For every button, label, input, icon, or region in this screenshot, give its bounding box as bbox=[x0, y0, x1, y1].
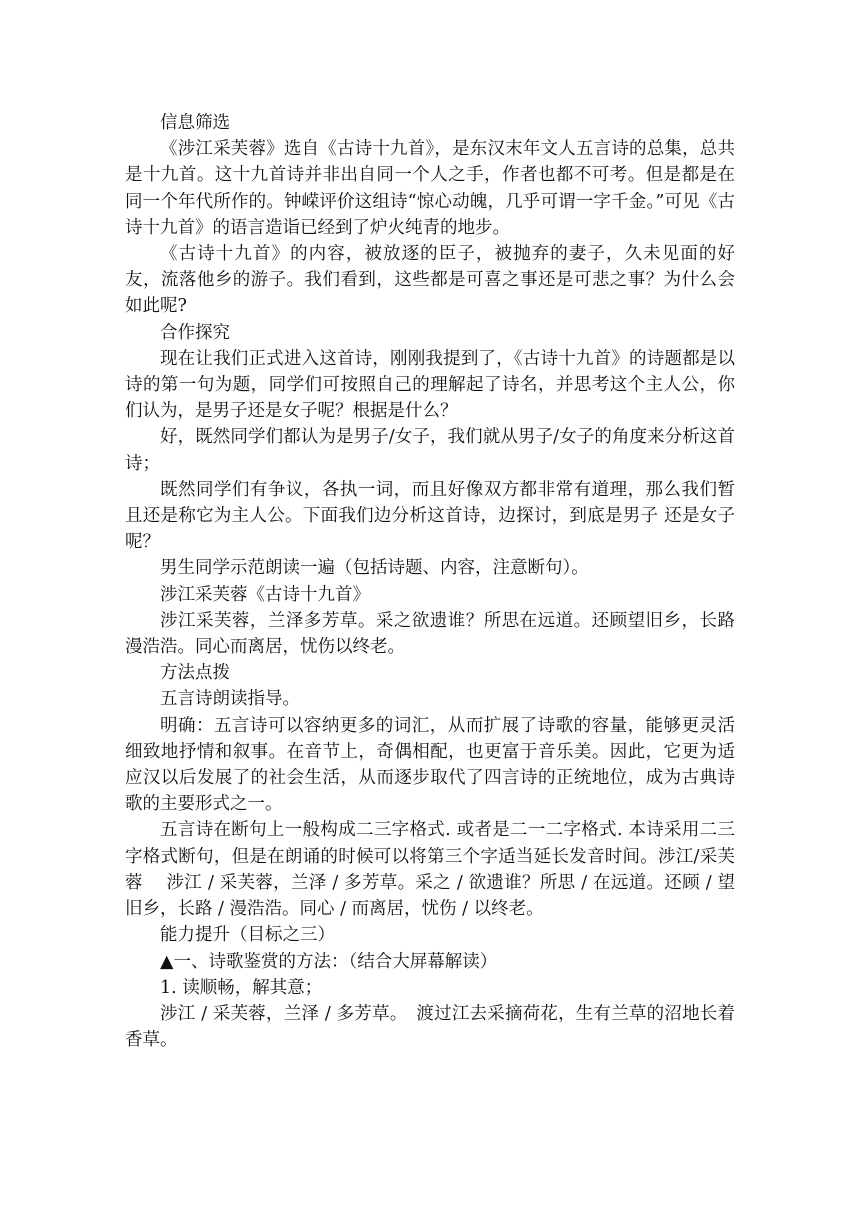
paragraph-intro: 《涉江采芙蓉》选自《古诗十九首》，是东汉末年文人五言诗的总集，总共是十九首。这十九首诗并非出自同一个人之手，作者也都不可考。但是都是在同一个年代所作的。钟嵘评价这组诗“惊心动魄，几乎可谓一字千金。”可见《古诗十九首》的语言造诣已经到了炉火纯青的地步。 bbox=[125, 139, 735, 238]
paragraph-dispute: 既然同学们有争议，各执一词，而且好像双方都非常有道理，那么我们暂且还是称它为主人公。下面我们边分析这首诗，边探讨，到底是男子 还是女子呢？ bbox=[125, 479, 735, 553]
heading-appreciation-methods: ▲一、诗歌鉴赏的方法：（结合大屏幕解读） bbox=[160, 951, 498, 972]
paragraph-reading-demo: 男生同学示范朗读一遍（包括诗题、内容，注意断句）。 bbox=[160, 558, 589, 579]
paragraph-reading-guide: 五言诗朗读指导。 bbox=[160, 689, 300, 710]
heading-cooperative-inquiry: 合作探究 bbox=[160, 322, 230, 343]
paragraph-content-question: 《古诗十九首》的内容，被放逐的臣子，被抛弃的妻子，久未见面的好友，流落他乡的游子。我们看到，这些都是可喜之事还是可悲之事？为什么会如此呢? bbox=[125, 244, 735, 317]
list-item-read-smoothly: 1. 读顺畅，解其意； bbox=[160, 977, 323, 998]
document-body bbox=[125, 110, 735, 1053]
paragraph-clarify: 明确：五言诗可以容纳更多的词汇，从而扩展了诗歌的容量，能够更灵活细致地抒情和叙事。在音节上，奇偶相配，也更富于音乐美。因此，它更为适应汉以后发展了的社会生活，从而逐步取代了四言诗的正统地位，成为古典诗歌的主要形式之一。 bbox=[125, 715, 735, 815]
paragraph-enter-poem: 现在让我们正式进入这首诗，刚刚我提到了，《古诗十九首》的诗题都是以诗的第一句为题，同学们可按照自己的理解起了诗名，并思考这个主人公，你们认为，是男子还是女子呢？根据是什么？ bbox=[125, 348, 735, 422]
heading-method-guidance: 方法点拨 bbox=[160, 663, 230, 684]
poem-title: 涉江采芙蓉《古诗十九首》 bbox=[160, 584, 370, 605]
poem-text: 涉江采芙蓉，兰泽多芳草。采之欲遗谁？所思在远道。还顾望旧乡，长路漫浩浩。同心而离居，忧伤以终老。 bbox=[125, 610, 735, 658]
paragraph-sentence-breaks: 五言诗在断句上一般构成二三字格式. 或者是二一二字格式. 本诗采用二三字格式断句，但是在朗诵的时候可以将第三个字适当延长发音时间。涉江/采芙蓉 涉江 / 采芙蓉，兰泽 / 多芳草。采之 / 欲遗谁？所思 / 在远道。还顾 / 望旧乡，长路 / 漫浩浩。同心 / 而离居，忧伤 / 以终老。 bbox=[125, 820, 735, 920]
heading-info-filter: 信息筛选 bbox=[160, 113, 230, 133]
paragraph-male-female: 好，既然同学们都认为是男子/女子，我们就从男子/女子的角度来分析这首诗； bbox=[125, 427, 735, 474]
paragraph-translation: 涉江 / 采芙蓉，兰泽 / 多芳草。 渡过江去采摘荷花，生有兰草的沼地长着香草。 bbox=[125, 1003, 735, 1051]
heading-ability-improvement: 能力提升（目标之三） bbox=[160, 925, 335, 946]
